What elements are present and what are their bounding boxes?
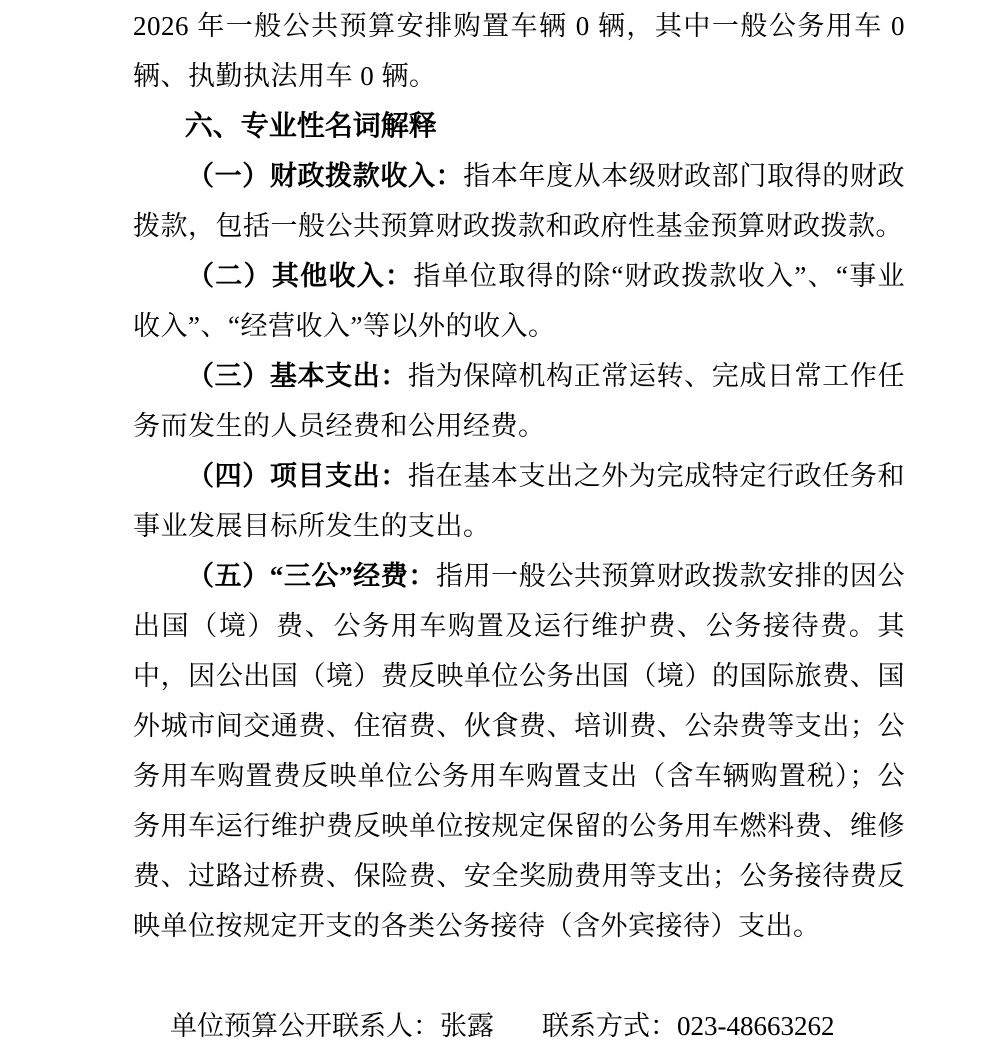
term-label-4: （四）项目支出：: [187, 461, 408, 491]
contact-phone-number: 023-48663262: [677, 1011, 835, 1041]
term-paragraph-4: [133, 451, 905, 551]
term-paragraph-5: [133, 551, 905, 951]
contact-person-name: 张露: [440, 1011, 494, 1041]
contact-line: [133, 1001, 905, 1051]
term-paragraph-3: [133, 351, 905, 451]
term-paragraph-1: [133, 151, 905, 251]
term-label-1: （一）财政拨款收入：: [187, 161, 464, 191]
term-definition-3: 指为保障机构正常运转、完成日常工作任务而发生的人员经费和公用经费。: [133, 361, 906, 441]
term-definition-1: 指本年度从本级财政部门取得的财政拨款，包括一般公共预算财政拨款和政府性基金预算财政拨款。: [133, 161, 906, 241]
term-label-2: （二）其他收入：: [187, 261, 414, 291]
contact-phone-label: 联系方式：: [542, 1011, 677, 1041]
term-definition-4: 指在基本支出之外为完成特定行政任务和事业发展目标所发生的支出。: [133, 461, 906, 541]
term-label-5: （五）“三公”经费：: [187, 561, 436, 591]
intro-paragraph: 2026 年一般公共预算安排购置车辆 0 辆，其中一般公务用车 0 辆、执勤执法用车 0 辆。: [133, 11, 905, 91]
term-paragraph-2: [133, 251, 905, 351]
contact-person-label: 单位预算公开联系人：: [170, 1011, 440, 1041]
term-label-3: （三）基本支出：: [187, 361, 408, 391]
term-definition-2: 指单位取得的除“财政拨款收入”、“事业收入”、“经营收入”等以外的收入。: [133, 261, 906, 341]
section-heading: 六、专业性名词解释: [184, 110, 437, 141]
term-definition-5: 指用一般公共预算财政拨款安排的因公出国（境）费、公务用车购置及运行维护费、公务接待费。其中，因公出国（境）费反映单位公务出国（境）的国际旅费、国外城市间交通费、住宿费、伙食费、培训费、公杂费等支出；公务用车购置费反映单位公务用车购置支出（含车辆购置税）；公务用车运行维护费反映单位按规定保留的公务用车燃料费、维修费、过路过桥费、保险费、安全奖励费用等支出；公务接待费反映单位按规定开支的各类公务接待（含外宾接待）支出。: [133, 561, 906, 941]
